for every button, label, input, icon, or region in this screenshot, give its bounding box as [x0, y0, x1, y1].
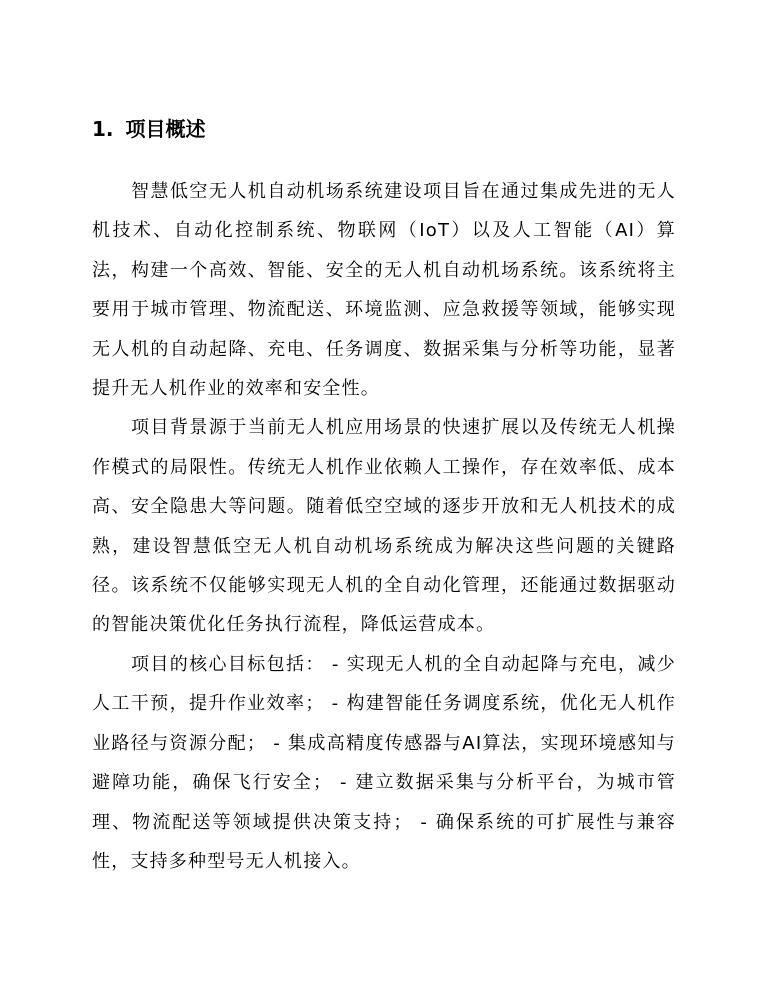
section-number: 1. — [92, 117, 114, 141]
body-text — [92, 172, 676, 881]
paragraph-overview: 智慧低空无人机自动机场系统建设项目旨在通过集成先进的无人机技术、自动化控制系统、物联网（IoT）以及人工智能（AI）算法，构建一个高效、智能、安全的无人机自动机场系统。该系统将主要用于城市管理、物流配送、环境监测、应急救援等领域，能够实现无人机的自动起降、充电、任务调度、数据采集与分析等功能，显著提升无人机作业的效率和安全性。 — [92, 181, 676, 400]
paragraph-objectives: 项目的核心目标包括： - 实现无人机的全自动起降与充电，减少人工干预，提升作业效率； - 构建智能任务调度系统，优化无人机作业路径与资源分配； - 集成高精度传感器与AI算法，实现环境感知与避障功能，确保飞行安全； - 建立数据采集与分析平台，为城市管理、物流配送等领域提供决策支持； - 确保系统的可扩展性与兼容性，支持多种型号无人机接入。 — [92, 653, 676, 872]
paragraph-background: 项目背景源于当前无人机应用场景的快速扩展以及传统无人机操作模式的局限性。传统无人机作业依赖人工操作，存在效率低、成本高、安全隐患大等问题。随着低空空域的逐步开放和无人机技术的成熟，建设智慧低空无人机自动机场系统成为解决这些问题的关键路径。该系统不仅能够实现无人机的全自动化管理，还能通过数据驱动的智能决策优化任务执行流程，降低运营成本。 — [92, 417, 676, 636]
section-heading — [92, 113, 206, 145]
section-title: 项目概述 — [125, 117, 206, 141]
